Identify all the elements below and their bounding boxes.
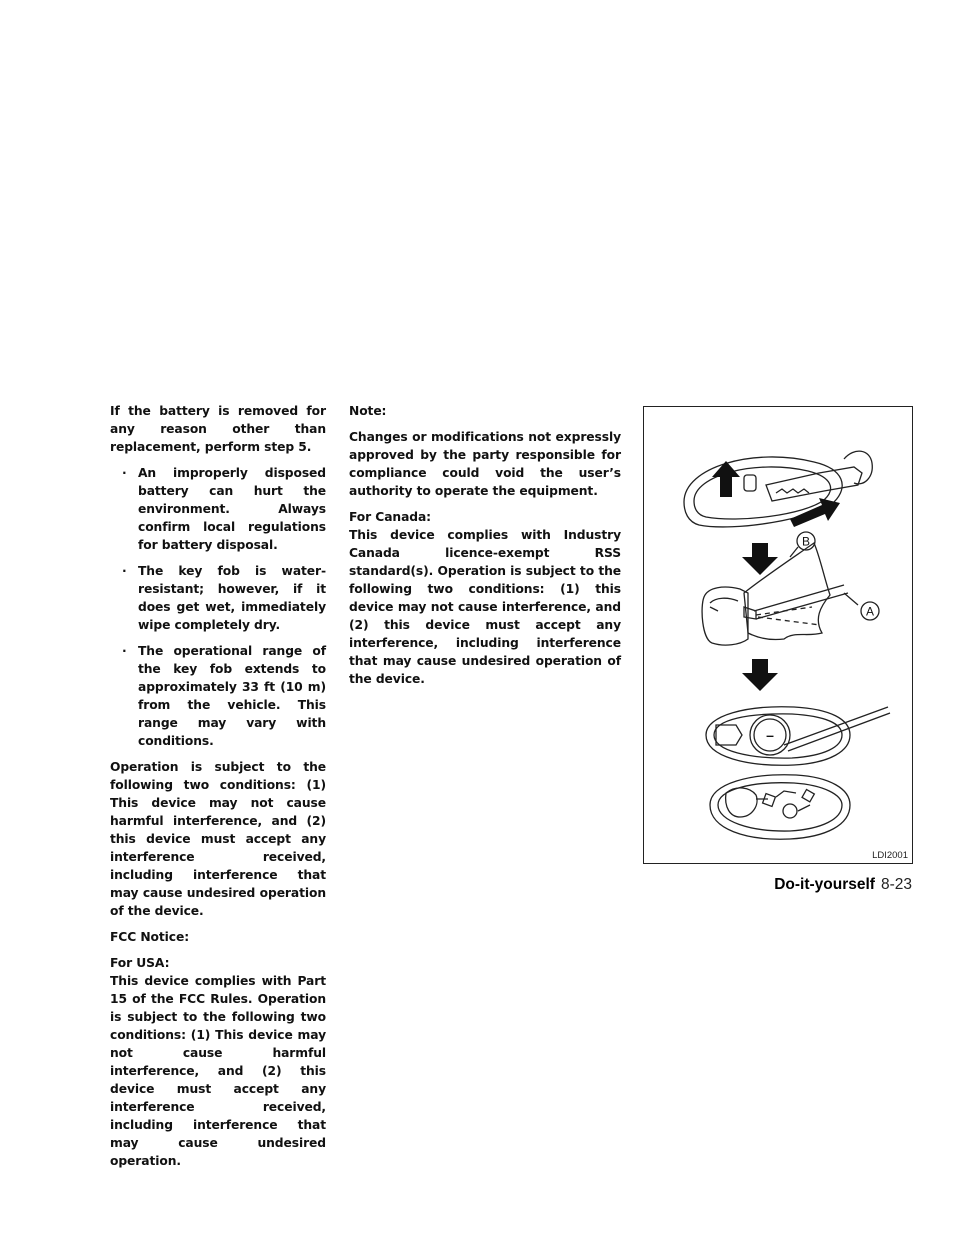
battery-cavity (726, 788, 757, 817)
list-item (120, 642, 326, 750)
figure-code: LDI2001 (872, 850, 908, 861)
fob-case-side (702, 587, 748, 645)
key-blade-teeth (776, 489, 809, 493)
circuit-chip (763, 794, 776, 807)
left-column (110, 402, 326, 1178)
label-b: B (801, 534, 811, 549)
canada-heading: For Canada: (349, 510, 431, 524)
section-title: Do-it-yourself (774, 876, 875, 893)
list-item-text: The operational range of the key fob extends to approximately 33 ft (10 m) from the vehicle. This range may vary with conditions. (138, 644, 326, 748)
usa-heading: For USA: (110, 956, 170, 970)
fob-half-bottom-rim (718, 783, 842, 831)
list-item (120, 562, 326, 634)
right-arrow-icon (790, 498, 840, 527)
usa-compliance-text: This device complies with Part 15 of the FCC Rules. Operation is subject to the following two conditions: (1) This device may not cause harmful interference, and (2) this device must accept any interference received, including interference that may cause undesired operation. (110, 974, 326, 1168)
note-text: Changes or modifications not expressly approved by the party responsible for compliance could void the user’s authority to operate the equipment. (349, 430, 621, 498)
hidden-blade-line-2 (758, 617, 820, 625)
bullet-marker: · (122, 644, 127, 658)
bullet-marker: · (122, 466, 127, 480)
circuit-component (783, 804, 797, 818)
canada-compliance-text: This device complies with Industry Canada licence-exempt RSS standard(s). Operation is subject to the following two conditions: (1) this device may not cause interference, and (2) this device must accept any interference, including interference that may cause undesired operation of the device. (349, 528, 621, 686)
battery-caution-list (110, 464, 326, 750)
fob-key-slot (716, 725, 742, 745)
fob-case-side-detail (710, 598, 738, 611)
key-fob-diagram (644, 407, 912, 863)
circuit-chip-2 (802, 790, 814, 802)
fcc-notice-heading: FCC Notice: (110, 930, 190, 944)
note-heading: Note: (349, 404, 387, 418)
down-arrow-icon (742, 659, 778, 691)
list-item-text: An improperly disposed battery can hurt the environment. Always confirm local regulations for battery disposal. (138, 466, 326, 552)
middle-column (349, 402, 621, 696)
key-fob-battery-illustration (643, 406, 913, 864)
battery-removal-intro: If the battery is removed for any reason other than replacement, perform step 5. (110, 404, 326, 454)
label-a: A (865, 604, 875, 619)
page-footer (700, 876, 912, 894)
list-item-text: The key fob is water-resistant; however, if it does get wet, immediately wipe completely dry. (138, 564, 326, 632)
fob-half-bottom (710, 775, 850, 839)
battery-polarity-sign: – (766, 727, 774, 743)
page-number: 8-23 (880, 876, 912, 893)
fob-button (744, 475, 756, 491)
label-a-leader (844, 593, 858, 605)
operation-conditions: Operation is subject to the following two conditions: (1) This device may not cause harmful interference, and (2) this device must accept any interference received, including interference that may cause undesired operation of the device. (110, 760, 326, 918)
list-item (120, 464, 326, 554)
down-arrow-icon (742, 543, 778, 575)
bullet-marker: · (122, 564, 127, 578)
